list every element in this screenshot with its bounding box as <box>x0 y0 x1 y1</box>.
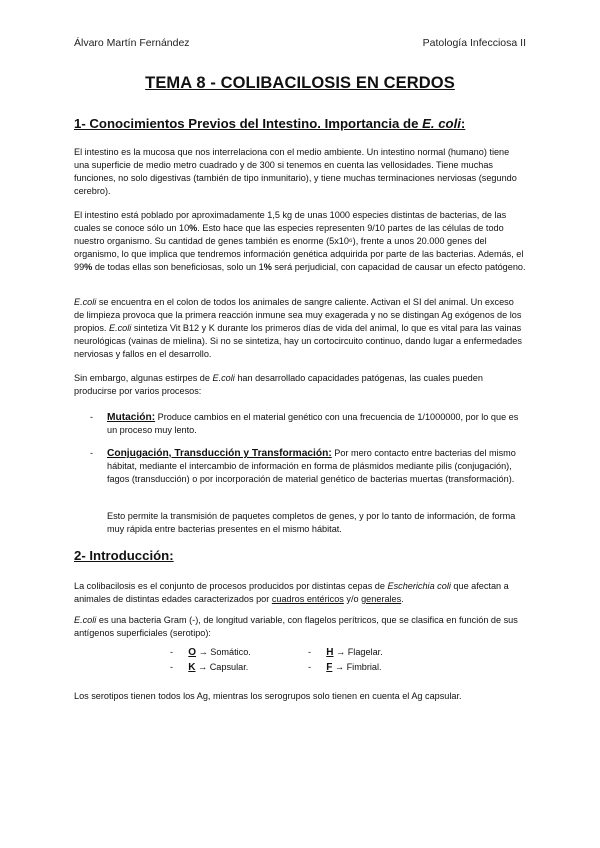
header-author: Álvaro Martín Fernández <box>74 37 190 49</box>
ecoli-term: E.coli <box>212 373 235 383</box>
paragraph-pathogenic <box>74 372 526 398</box>
antigen-key: H <box>326 647 334 658</box>
mutation-label: Mutación: <box>107 412 156 423</box>
ecoli-term: E.coli <box>74 297 97 307</box>
conjugation-text: Por mero contacto entre bacterias del mismo hábitat, mediante el intercambio de información en forma de plásmidos mediante pilis (conjugación), fagos (transducción) o por incorporación de material genético de bacterias muertas (transformación). <box>107 448 516 484</box>
paragraph-colibacilosis-part-d: . <box>401 594 404 604</box>
paragraph-bacteria-part-d: será perjudicial, con capacidad de causar un efecto patógeno. <box>271 262 526 272</box>
paragraph-gram-part-a: es una bacteria Gram (-), de longitud variable, con flagelos perítricos, que se clasifica en función de sus antígenos superficiales (serotipo): <box>74 615 518 638</box>
paragraph-intestine: El intestino es la mucosa que nos interrelaciona con el medio ambiente. Un intestino normal (humano) tiene una superficie de medio metro cuadrado y de 300 si tenemos en cuenta las vellosidades. Tiene muchas funciones, no solo digestivas (también de tipo inmunitario), y tiene muchas terminaciones nerviosas (segundo cerebro). <box>74 147 517 196</box>
list-dash: - <box>308 662 312 672</box>
ecoli-term: E.coli <box>74 615 97 625</box>
section-2-heading: 2- Introducción: <box>74 548 174 563</box>
paragraph-colibacilosis-part-a: La colibacilosis es el conjunto de procesos producidos por distintas cepas de <box>74 581 388 591</box>
antigen-name: Somático. <box>210 647 251 657</box>
arrow-icon: → <box>336 647 346 657</box>
paragraph-ecoli-part-a: se encuentra en el colon de todos los animales de sangre caliente. Activan el SI del animal. Un exceso de limpieza provoca que la primera reacción inmune sea muy exagerada y no se distingan Ag exógenos de los propios. <box>74 297 522 333</box>
antigen-item-k <box>170 661 248 674</box>
list-dash: - <box>308 647 312 657</box>
list-dash: - <box>170 662 174 672</box>
transmission-note: Esto permite la transmisión de paquetes completos de genes, y por lo tanto de información, de forma muy rápida entre bacterias presentes en el mismo hábitat. <box>107 511 516 534</box>
paragraph-bacteria-part-b: . Esto hace que las especies representen 9/10 partes de las células de todo nuestro organismo. Su cantidad de genes también es enorme (5x10⁶), frente a unos 20.000 genes del organismo, lo que implica que tendremos información genética adquirida por parte de las bacterias. Además, el 99 <box>74 223 524 272</box>
paragraph-colibacilosis <box>74 580 526 606</box>
species-name: Escherichia coli <box>387 581 451 591</box>
document-title: TEMA 8 - COLIBACILOSIS EN CERDOS <box>145 74 455 92</box>
percent-sign-2: % <box>84 262 93 272</box>
paragraph-ecoli-colon <box>74 296 526 361</box>
percent-sign-3: % <box>263 262 272 272</box>
paragraph-serotypes: Los serotipos tienen todos los Ag, mientras los serogrupos solo tienen en cuenta el Ag capsular. <box>74 691 462 701</box>
header-subject: Patología Infecciosa II <box>422 37 526 49</box>
paragraph-colibacilosis-part-c: y/o <box>343 594 362 604</box>
paragraph-colibacilosis-part-b: que afectan a animales de distintas edades caracterizados por <box>74 581 509 604</box>
list-dash: - <box>90 448 94 458</box>
list-dash: - <box>90 412 94 422</box>
section-1-heading-text: 1- Conocimientos Previos del Intestino. Importancia de <box>74 116 423 131</box>
paragraph-gram <box>74 614 526 640</box>
arrow-icon: → <box>334 662 345 672</box>
mutation-text: Produce cambios en el material genético con una frecuencia de 1/1000000, por lo que es un proceso muy lento. <box>107 412 519 435</box>
ecoli-term: E.coli <box>109 323 132 333</box>
list-dash: - <box>170 647 174 657</box>
paragraph-pathogenic-part-a: Sin embargo, algunas estirpes de <box>74 373 213 383</box>
section-1-heading-ecoli: E. coli <box>422 116 461 131</box>
underlined-term-general: generales <box>361 594 402 604</box>
antigen-name: Capsular. <box>209 662 249 672</box>
underlined-term-enteric: cuadros entéricos <box>271 594 344 604</box>
paragraph-bacteria-part-c: de todas ellas son beneficiosas, solo un 1 <box>92 262 264 272</box>
section-1-heading <box>74 116 465 131</box>
antigen-key: O <box>188 647 197 658</box>
arrow-icon: → <box>198 647 208 657</box>
antigen-item-h <box>308 646 383 659</box>
antigen-name: Flagelar. <box>347 647 383 657</box>
antigen-name: Fimbrial. <box>346 662 382 672</box>
arrow-icon: → <box>198 662 208 672</box>
percent-sign-1: % <box>189 223 198 233</box>
paragraph-pathogenic-part-b: han desarrollado capacidades patógenas, las cuales pueden producirse por varios procesos: <box>74 373 483 396</box>
paragraph-bacteria <box>74 209 526 274</box>
section-1-heading-colon: : <box>460 116 466 131</box>
antigen-key: F <box>326 662 333 673</box>
paragraph-bacteria-part-a: El intestino está poblado por aproximadamente 1,5 kg de unas 1000 especies distintas de bacterias, de las cuales se conoce sólo un 10 <box>74 210 507 233</box>
antigen-item-f <box>308 661 382 674</box>
conjugation-label: Conjugación, Transducción y Transformación: <box>107 448 332 459</box>
antigen-item-o <box>170 646 251 659</box>
paragraph-ecoli-part-b: sintetiza Vit B12 y K durante los primeros días de vida del animal, lo que es vital para las vainas neurológicas (vainas de mielina). Si no se sintetiza, hay un cortocircuito continuo, dando lugar a enfermedades nerviosas y fallos en el desarrollo. <box>74 323 522 359</box>
antigen-key: K <box>188 662 196 673</box>
